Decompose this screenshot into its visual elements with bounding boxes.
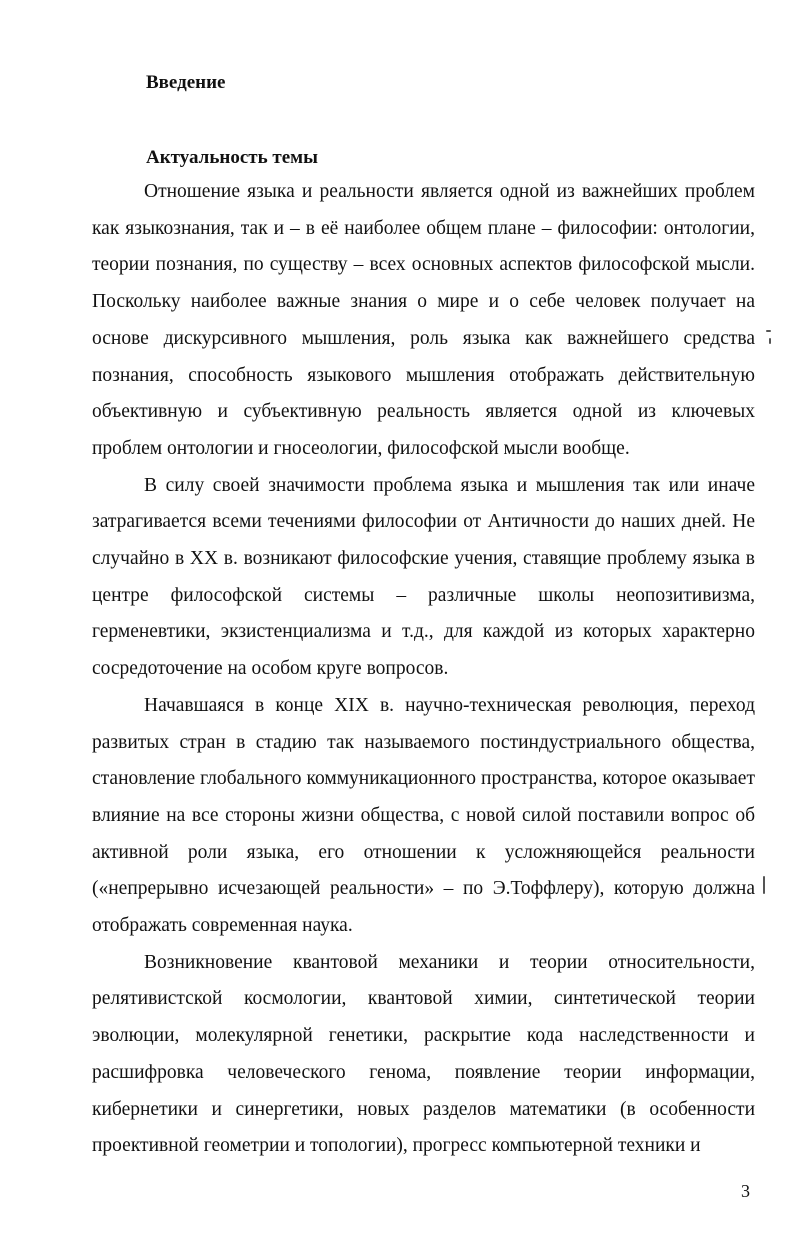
body-text [92,174,755,1165]
paragraph-4: Возникновение квантовой механики и теории относительности, релятивистской космологии, квантовой химии, синтетической теории эволюции, молекулярной генетики, раскрытие кода наследственности и расшифровка человеческого генома, появление теории информации, кибернетики и синергетики, новых разделов математики (в особенности проективной геометрии и топологии), прогресс компьютерной техники и [92,951,755,1157]
paragraph-3: Начавшаяся в конце XIX в. научно-техническая революция, переход развитых стран в стадию так называемого постиндустриального общества, становление глобального коммуникационного пространства, которое оказывает влияние на все стороны жизни общества, с новой силой поставили вопрос об активной роли языка, его отношении к усложняющейся реальности («непрерывно исчезающей реальности» – по Э.Тоффлеру), которую должна отображать современная наука. [92,694,755,937]
scan-artifact [769,338,771,344]
page-number: 3 [741,1181,750,1201]
paragraph-1: Отношение языка и реальности является одной из важнейших проблем как языкознания, так и – в её наиболее общем плане – философии: онтологии, теории познания, по существу – всех основных аспектов философской мысли. Поскольку наиболее важные знания о мире и о себе человек получает на основе дискурсивного мышления, роль языка как важнейшего средства познания, способность языкового мышления отображать действительную объективную и субъективную реальность является одной из ключевых проблем онтологии и гносеологии, философской мысли вообще. [92,181,755,459]
subsection-title: Актуальность темы [146,147,318,168]
section-title: Введение [146,72,226,93]
scan-artifact [763,876,765,894]
paragraph-2: В силу своей значимости проблема языка и мышления так или иначе затрагивается всеми течениями философии от Античности до наших дней. Не случайно в XX в. возникают философские учения, ставящие проблему языка в центре философской системы – различные школы неопозитивизма, герменевтики, экзистенциализма и т.д., для каждой из которых характерно сосредоточение на особом круге вопросов. [92,474,755,680]
scan-artifact [766,330,771,332]
